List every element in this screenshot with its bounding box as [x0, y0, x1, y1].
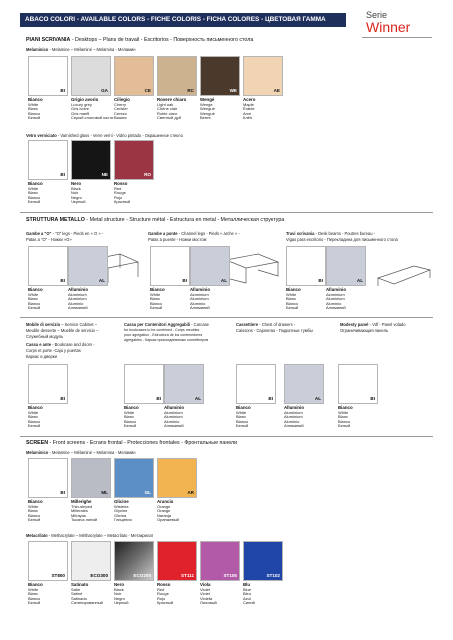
swatch-code: NE — [101, 172, 108, 177]
swatch-code: GA — [101, 88, 108, 93]
swatch-name-translations: Bianco White Blanc Blanco Белый — [28, 287, 43, 311]
swatch-code: ST102 — [266, 573, 280, 578]
swatch-name-translations: Bianco White Blanc Blanco Белый — [28, 97, 43, 121]
swatch-name-translations: Glicine Wisteria Glycine Glicina Глициния — [114, 499, 132, 523]
color-swatch-ce — [114, 56, 154, 96]
color-swatch-al — [68, 246, 108, 286]
metal-title: STRUTTURA METALLO - Metal structure - Structure métal - Estructura en metal - Металлическая структура — [26, 217, 285, 223]
swatch-code: BI — [156, 396, 161, 401]
swatch-name-translations: Bianco White Blanc Blanco Белый — [28, 405, 43, 429]
color-swatch-ro — [114, 140, 154, 180]
swatch-code: ST105 — [223, 573, 237, 578]
swatch-code: AL — [194, 396, 201, 401]
swatch-name-translations: Arancio Orange Orange Naranja Оранжевый — [157, 499, 179, 523]
header-title-bar: ABACO COLORI - AVAILABLE COLORS - FICHE COLORIS - FICHA COLORES - ЦВЕТОВАЯ ГАММА — [20, 13, 346, 27]
color-swatch-gl — [114, 458, 154, 498]
swatch-name-translations: Bianco White Blanc Blanco Белый — [28, 181, 43, 205]
color-swatch-st111 — [157, 541, 197, 581]
color-swatch-bi — [28, 246, 68, 286]
o-legs-label: Gambe a "O" - "O" legs - Pieds en « O » - — [26, 231, 104, 236]
swatch-name-translations: Satinato Satin Satiné Satinado Сатинированный — [71, 582, 103, 606]
bookcase-doors-line3: Каркас и дверки — [26, 354, 57, 359]
swatch-code: BI — [60, 88, 65, 93]
swatch-name-translations: Bianco White Blanc Blanco Белый — [150, 287, 165, 311]
swatch-code: AL — [356, 278, 363, 283]
color-swatch-al — [284, 364, 324, 404]
swatch-name-translations: Rosso Red Rouge Rojo Красный — [114, 181, 131, 205]
color-swatch-bi — [28, 458, 68, 498]
swatch-name-translations: Rosso Red Rouge Rojo Красный — [157, 582, 174, 606]
swatch-code: BI — [60, 278, 65, 283]
color-swatch-ar — [157, 458, 197, 498]
swatch-name-translations: Alluminio Aluminium Aluminium Aluminio Алюминий — [284, 405, 305, 429]
swatch-code: BI — [60, 396, 65, 401]
swatch-code: AR — [187, 490, 194, 495]
modesty-panel-label: Modesty panel - Vdf - Panel volado — [340, 322, 406, 327]
swatch-code: AL — [220, 278, 227, 283]
desktops-melamine-subtitle: Melaminico - Melamine – Mélaminé – Melamina - Меламин — [26, 47, 136, 52]
desktops-glass-subtitle: Vetro verniciato - Varnished glass - Verre verni - Vidrio pintado - Окрашенное стекло — [26, 133, 183, 138]
color-swatch-st800 — [28, 541, 68, 581]
screen-title: SCREEN - Front screens - Ecrans frontal - Protecciones frontales - Фронтальные панели — [26, 440, 238, 446]
swatch-name-translations: Alluminio Aluminium Aluminium Aluminio Алюминий — [68, 287, 89, 311]
color-swatch-st105 — [200, 541, 240, 581]
color-swatch-ne — [71, 140, 111, 180]
swatch-name-translations: Bianco White Blanc Blanco Белый — [286, 287, 301, 311]
desk-beam-drawing — [376, 258, 432, 288]
swatch-code: AL — [314, 396, 321, 401]
swatch-name-translations: Bianco White Blanc Blanco Белый — [236, 405, 251, 429]
swatch-code: AL — [98, 278, 105, 283]
swatch-code: BI — [370, 396, 375, 401]
swatch-code: BI — [268, 396, 273, 401]
swatch-name-translations: Millerighe Thin-striped Millerales Milrayas Тысяча линий — [71, 499, 97, 523]
drawers-line2: Caissons - Cajoneras - Подкатные тумбы — [236, 328, 313, 333]
section-divider — [20, 436, 433, 437]
section-divider — [20, 212, 433, 213]
swatch-name-translations: Bianco White Blanc Blanco Белый — [338, 405, 353, 429]
color-swatch-st102 — [243, 541, 283, 581]
service-cabinet-label: Mobile di servizio – Service Cabinet – — [26, 322, 97, 327]
swatch-name-translations: Rovere chiaro Light oak Chêne clair Roble claro Светлый дуб — [157, 97, 187, 121]
aggregable-carcase-line3: pour agrégation - Estructura de los contenedores — [124, 333, 203, 337]
color-swatch-al — [326, 246, 366, 286]
color-swatch-ml — [71, 458, 111, 498]
swatch-code: ML — [101, 490, 108, 495]
swatch-name-translations: Viola Violet Violet Violeta Лиловый — [200, 582, 217, 606]
swatch-name-translations: Alluminio Aluminium Aluminium Aluminio Алюминий — [326, 287, 347, 311]
color-swatch-rc — [157, 56, 197, 96]
swatch-name-translations: Ciliegio Cherry Cerisier Cerezo Вишня — [114, 97, 130, 121]
swatch-code: ECO200 — [133, 573, 151, 578]
channel-legs-desk-drawing — [222, 250, 280, 284]
color-swatch-bi — [236, 364, 276, 404]
o-legs-label-line2: Patas a "O" - Ножки «O» — [26, 237, 72, 242]
desk-beams-label: Travi scrivania - Desk beams - Poutres bureau - — [286, 231, 375, 236]
desk-beams-label-line2: Vigas para escritorio - Перекладина для письменного стола — [286, 237, 398, 242]
channel-legs-label-line2: Patas a puente - Ножки мостом — [148, 237, 207, 242]
color-swatch-bi — [28, 140, 68, 180]
swatch-name-translations: Alluminio Aluminium Aluminium Aluminio Алюминий — [164, 405, 185, 429]
swatch-code: BI — [60, 490, 65, 495]
brand-name: Winner — [366, 19, 411, 35]
channel-legs-label: Gambe a ponte - Channel legs - Pieds « arche » - — [148, 231, 240, 236]
swatch-name-translations: Bianco White Blanc Blanco Белый — [28, 582, 43, 606]
swatch-code: BI — [182, 278, 187, 283]
swatch-code: GL — [144, 490, 151, 495]
swatch-name-translations: Acero Maple Érable Arce Клён — [243, 97, 256, 121]
color-swatch-al — [164, 364, 204, 404]
color-swatch-bi — [338, 364, 378, 404]
swatch-name-translations: Grigio avorio Luxury grey Gris ivoire Gris marfil Серый слоновой кости — [71, 97, 114, 121]
swatch-code: RC — [187, 88, 194, 93]
swatch-name-translations: Nero Black Noir Negro Черный — [114, 582, 129, 606]
swatch-code: WE — [229, 88, 237, 93]
swatch-code: RO — [144, 172, 151, 177]
series-label: Serie — [366, 10, 388, 20]
color-swatch-eco200 — [114, 541, 154, 581]
swatch-code: ECO300 — [90, 573, 108, 578]
bookcase-doors-line2: Corps et porte -Caja y puertas — [26, 348, 81, 353]
color-swatch-bi — [28, 56, 68, 96]
swatch-code: ST800 — [51, 573, 65, 578]
desktops-title: PIANI SCRIVANIA - Desktops – Plans de travail - Escritorios - Поверхность письменного стола — [26, 37, 254, 43]
brand-underline — [362, 37, 432, 38]
color-swatch-ae — [243, 56, 283, 96]
screen-melamine-subtitle: Melaminico - Melamine – Mélaminé – Melamina - Меламин — [26, 450, 136, 455]
swatch-name-translations: Bianco White Blanc Blanco Белый — [124, 405, 139, 429]
swatch-code: ST111 — [180, 573, 194, 578]
swatch-name-translations: Nero Black Noir Negro Черный — [71, 181, 86, 205]
modesty-panel-line2: Ограничивающая панель — [340, 328, 389, 333]
drawers-label: Cassettiere - Chest of drawers - — [236, 322, 296, 327]
swatch-code: AE — [273, 88, 280, 93]
color-swatch-eco300 — [71, 541, 111, 581]
color-swatch-ga — [71, 56, 111, 96]
color-swatch-bi — [150, 246, 190, 286]
aggregable-carcase-label: Cassa per Contenitori Aggregabili - Carcase — [124, 322, 209, 327]
color-swatch-bi — [124, 364, 164, 404]
swatch-code: CE — [144, 88, 151, 93]
bookcase-doors-label: Cassa e ante - Bookcase and doors - — [26, 342, 95, 347]
swatch-name-translations: Wengé Wenge Wengué Wengué Венге — [200, 97, 215, 121]
swatch-name-translations: Bianco White Blanc Blanco Белый — [28, 499, 43, 523]
aggregable-carcase-line4: agregables - Каркас присоединяемых контейнеров — [124, 338, 209, 342]
color-swatch-we — [200, 56, 240, 96]
swatch-code: BI — [318, 278, 323, 283]
aggregable-carcase-line2: for bookcases to be combined - Corps meubles — [124, 328, 200, 332]
screen-methacrylate-subtitle: Metacrilato - Methacrylate – Méthacrylate – Metacrilato - Метакрилат — [26, 533, 154, 538]
color-swatch-bi — [28, 364, 68, 404]
swatch-code: BI — [60, 172, 65, 177]
service-cabinet-line3: Служебный модуль — [26, 334, 64, 339]
swatch-name-translations: Alluminio Aluminium Aluminium Aluminio Алюминий — [190, 287, 211, 311]
section-divider — [20, 317, 433, 318]
color-swatch-bi — [286, 246, 326, 286]
color-swatch-al — [190, 246, 230, 286]
service-cabinet-line2: Meuble desserte – Mueble de servicio – — [26, 328, 99, 333]
swatch-name-translations: Blu Blue Bleu Azul Синий — [243, 582, 255, 606]
